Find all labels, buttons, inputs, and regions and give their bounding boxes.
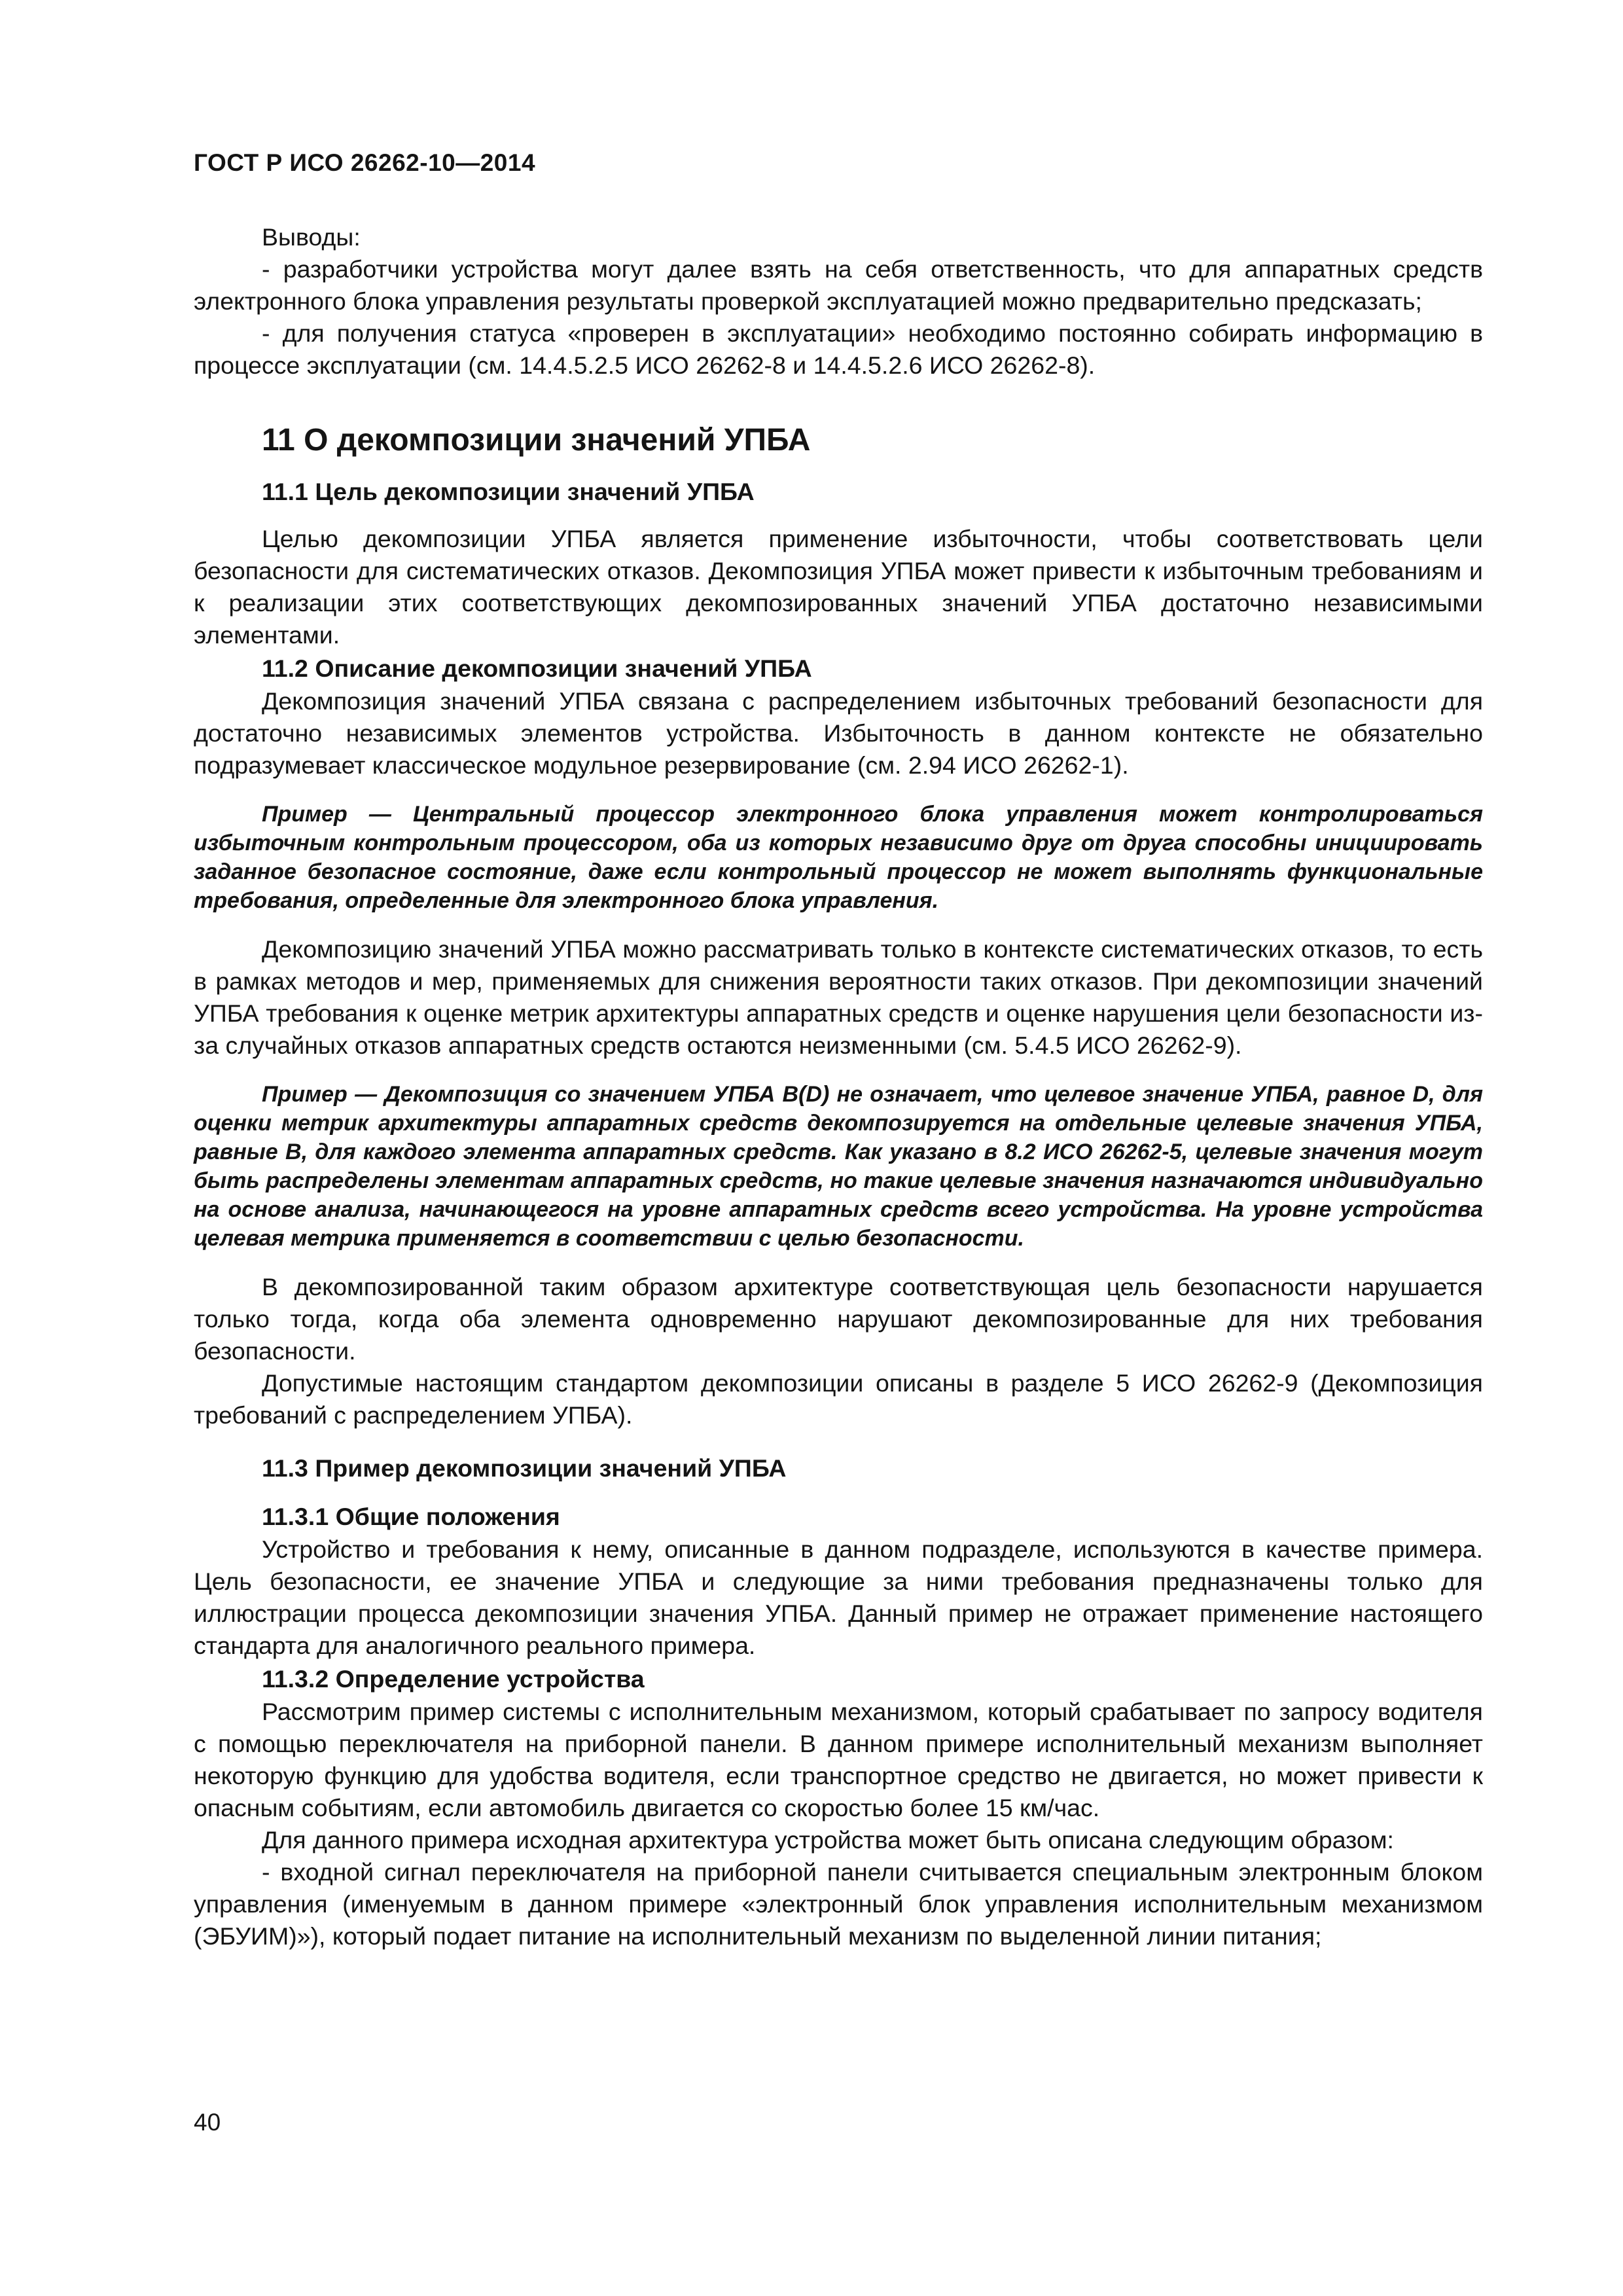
- conclusion-item-1: - разработчики устройства могут далее взять на себя ответственность, что для аппаратных средств электронного блока управления результаты проверкой эксплуатацией можно предварительно предсказать;: [194, 255, 1483, 315]
- page-number: 40: [194, 2109, 221, 2136]
- section-11-1-paragraph: Целью декомпозиции УПБА является применение избыточности, чтобы соответствовать цели безопасности для систематических отказов. Декомпозиция УПБА может привести к избыточным требованиям и к реализации этих соответствующих декомпозированных значений УПБА достаточно независимыми элементами.: [194, 525, 1483, 649]
- section-11-heading: 11 О декомпозиции значений УПБА: [262, 423, 811, 457]
- section-11-3-2-paragraph-3: - входной сигнал переключателя на приборной панели считывается специальным электронным блоком управления (именуемым в данном примере «электронный блок управления исполнительным механизмом (ЭБУИМ)»), который подает питание на исполнительный механизм по выделенной линии питания;: [194, 1858, 1483, 1950]
- example-note-1: Пример — Центральный процессор электронного блока управления может контролироваться избыточным контрольным процессором, оба из которых независимо друг от друга способны инициировать заданное безопасное состояние, даже если контрольный процессор не может выполнять функциональные требования, определенные для электронного блока управления.: [194, 802, 1483, 913]
- section-11-3-2-paragraph-1: Рассмотрим пример системы с исполнительным механизмом, который срабатывает по запросу водителя с помощью переключателя на приборной панели. В данном примере исполнительный механизм выполняет некоторую функцию для удобства водителя, если транспортное средство не двигается, но может привести к опасным событиям, если автомобиль двигается со скоростью более 15 км/час.: [194, 1698, 1483, 1821]
- section-11-3-1-paragraph: Устройство и требования к нему, описанные в данном подразделе, используются в качестве примера. Цель безопасности, ее значение УПБА и следующие за ними требования предназначены только для иллюстрации процесса декомпозиции значения УПБА. Данный пример не отражает применение настоящего стандарта для аналогичного реального примера.: [194, 1535, 1483, 1659]
- section-11-1-heading: 11.1 Цель декомпозиции значений УПБА: [262, 478, 755, 505]
- section-11-2-paragraph-1: Декомпозиция значений УПБА связана с распределением избыточных требований безопасности для достаточно независимых элементов устройства. Избыточность в данном контексте не обязательно подразумевает классическое модульное резервирование (см. 2.94 ИСО 26262-1).: [194, 687, 1483, 779]
- section-11-3-heading: 11.3 Пример декомпозиции значений УПБА: [262, 1454, 787, 1482]
- document-code-header: ГОСТ Р ИСО 26262-10—2014: [194, 149, 536, 176]
- conclusions-title: Выводы:: [262, 223, 361, 251]
- section-11-3-2-heading: 11.3.2 Определение устройства: [262, 1665, 645, 1693]
- section-11-2-paragraph-4: Допустимые настоящим стандартом декомпозиции описаны в разделе 5 ИСО 26262-9 (Декомпозиция требований с распределением УПБА).: [194, 1369, 1483, 1429]
- conclusion-item-2: - для получения статуса «проверен в эксплуатации» необходимо постоянно собирать информацию в процессе эксплуатации (см. 14.4.5.2.5 ИСО 26262-8 и 14.4.5.2.6 ИСО 26262-8).: [194, 319, 1483, 379]
- section-11-2-paragraph-3: В декомпозированной таким образом архитектуре соответствующая цель безопасности нарушается только тогда, когда оба элемента одновременно нарушают декомпозированные для них требования безопасности.: [194, 1273, 1483, 1365]
- section-11-2-paragraph-2: Декомпозицию значений УПБА можно рассматривать только в контексте систематических отказов, то есть в рамках методов и мер, применяемых для снижения вероятности таких отказов. При декомпозиции значений УПБА требования к оценке метрик архитектуры аппаратных средств и оценке нарушения цели безопасности из-за случайных отказов аппаратных средств остаются неизменными (см. 5.4.5 ИСО 26262-9).: [194, 935, 1483, 1059]
- section-11-3-2-paragraph-2: Для данного примера исходная архитектура устройства может быть описана следующим образом:: [262, 1826, 1394, 1854]
- section-11-3-1-heading: 11.3.1 Общие положения: [262, 1503, 560, 1530]
- page-body: [194, 221, 1483, 1952]
- example-note-2: Пример — Декомпозиция со значением УПБА B(D) не означает, что целевое значение УПБА, равное D, для оценки метрик архитектуры аппаратных средств декомпозируется на отдельные целевые значения УПБА, равные B, для каждого элемента аппаратных средств. Как указано в 8.2 ИСО 26262-5, целевые значения могут быть распределены элементам аппаратных средств, но такие целевые значения назначаются индивидуально на основе анализа, начинающегося на уровне аппаратных средств всего устройства. На уровне устройства целевая метрика применяется в соответствии с целью безопасности.: [194, 1082, 1483, 1251]
- section-11-2-heading: 11.2 Описание декомпозиции значений УПБА: [262, 655, 812, 682]
